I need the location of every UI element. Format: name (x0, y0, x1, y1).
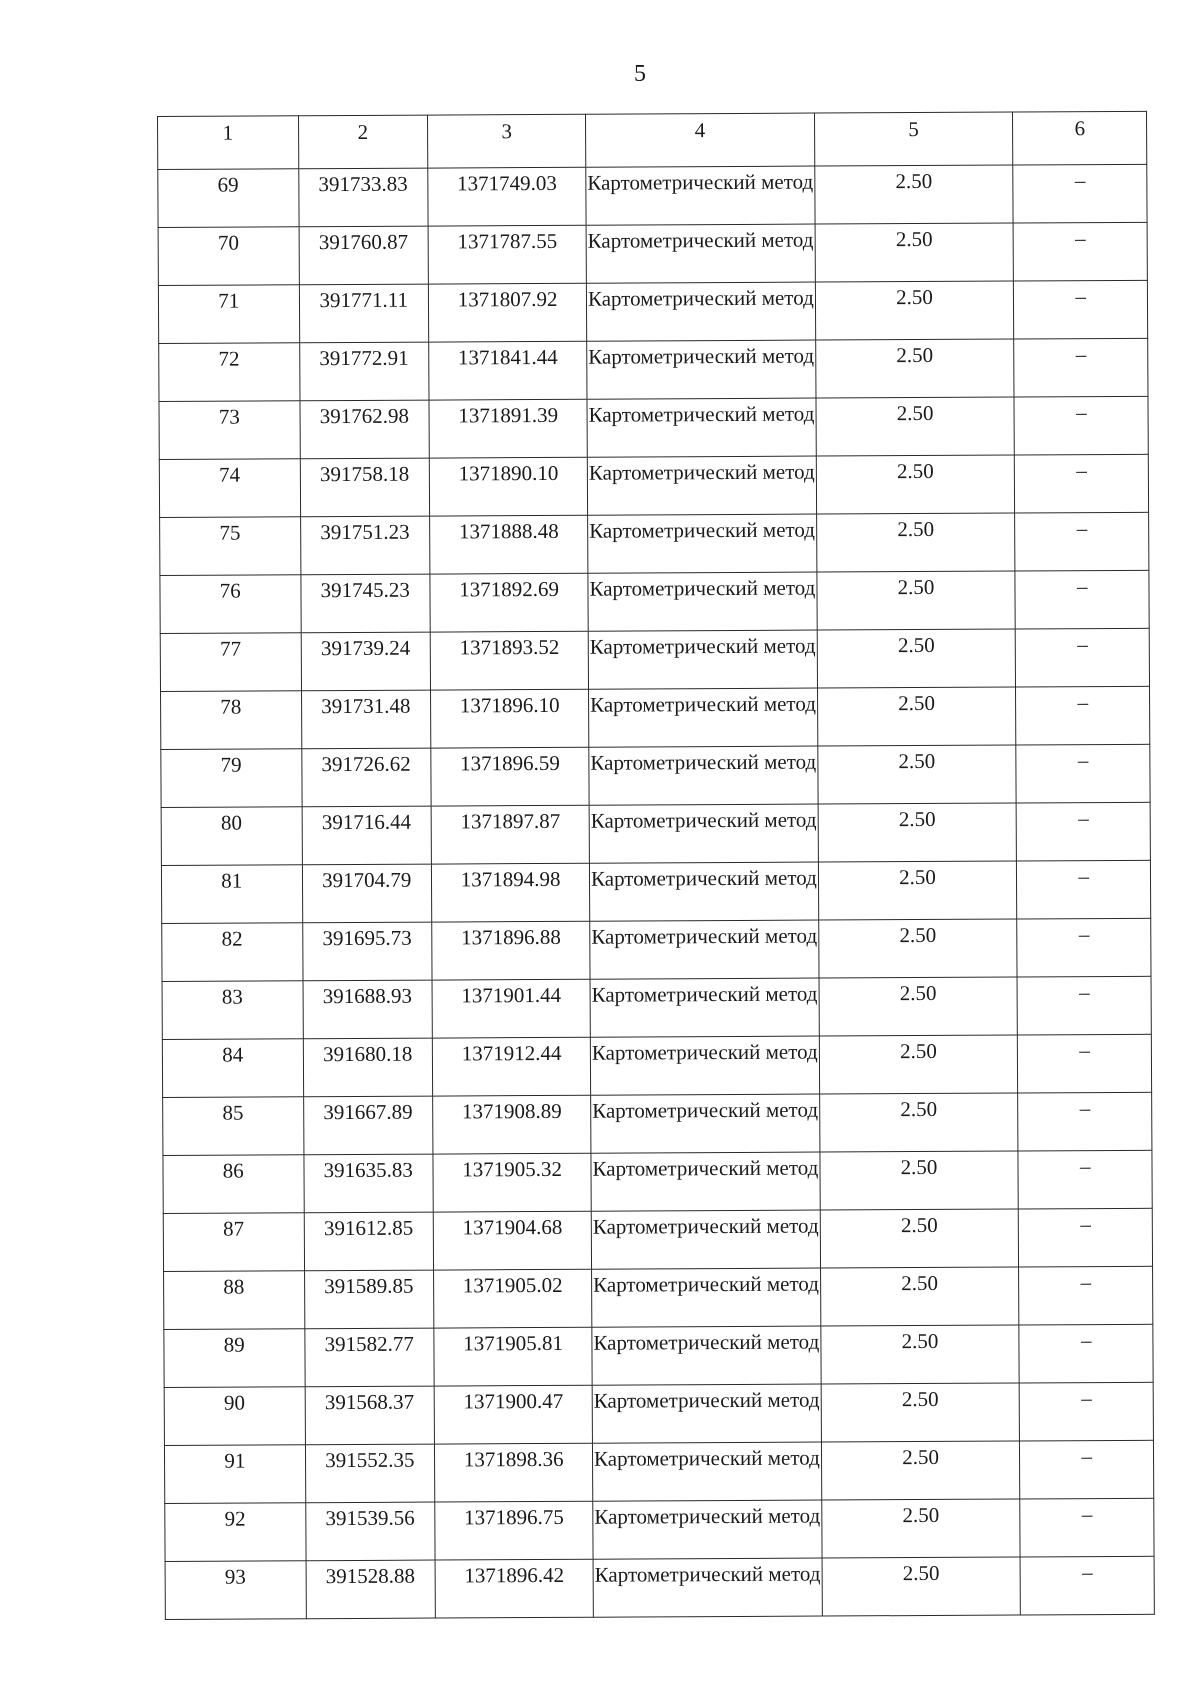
y-coordinate-cell: 1371787.55 (428, 225, 587, 284)
table-row (159, 454, 1148, 517)
y-coordinate-cell: 1371905.02 (434, 1269, 593, 1328)
note-cell: – (1014, 338, 1148, 397)
x-coordinate-cell: 391716.44 (302, 806, 432, 865)
table-row (160, 628, 1149, 691)
y-coordinate-cell: 1371912.44 (432, 1037, 591, 1096)
method-cell: Картометрический метод (593, 1442, 822, 1501)
x-coordinate-cell: 391635.83 (303, 1154, 433, 1213)
note-cell: – (1020, 1440, 1154, 1499)
y-coordinate-cell: 1371900.47 (434, 1385, 593, 1444)
table-row (161, 744, 1150, 807)
x-coordinate-cell: 391772.91 (299, 342, 429, 401)
accuracy-cell: 2.50 (816, 571, 1015, 630)
x-coordinate-cell: 391582.77 (304, 1328, 434, 1387)
x-coordinate-cell: 391726.62 (301, 748, 431, 807)
point-number-cell: 84 (162, 1039, 303, 1098)
accuracy-cell: 2.50 (815, 339, 1014, 398)
column-header-3: 3 (427, 114, 586, 168)
note-cell: – (1016, 628, 1150, 687)
y-coordinate-cell: 1371896.10 (431, 689, 590, 748)
note-cell: – (1017, 802, 1151, 861)
point-number-cell: 82 (162, 923, 303, 982)
method-cell: Картометрический метод (587, 340, 816, 399)
column-header-2: 2 (298, 115, 428, 169)
point-number-cell: 77 (160, 633, 301, 692)
point-number-cell: 78 (161, 691, 302, 750)
accuracy-cell: 2.50 (822, 1557, 1021, 1616)
note-cell: – (1016, 744, 1150, 803)
table-row (158, 280, 1147, 343)
point-number-cell: 90 (164, 1387, 305, 1446)
x-coordinate-cell: 391539.56 (305, 1502, 435, 1561)
table-row (164, 1382, 1153, 1445)
table-row (162, 976, 1151, 1039)
note-cell: – (1018, 1092, 1152, 1151)
y-coordinate-cell: 1371892.69 (430, 573, 589, 632)
x-coordinate-cell: 391704.79 (302, 864, 432, 923)
method-cell: Картометрический метод (592, 1326, 821, 1385)
point-number-cell: 73 (159, 401, 300, 460)
note-cell: – (1018, 1150, 1152, 1209)
point-number-cell: 86 (163, 1155, 304, 1214)
accuracy-cell: 2.50 (819, 977, 1018, 1036)
column-header-6: 6 (1013, 111, 1147, 165)
table-row (165, 1498, 1154, 1561)
method-cell: Картометрический метод (591, 1036, 820, 1095)
accuracy-cell: 2.50 (820, 1325, 1019, 1384)
note-cell: – (1015, 570, 1149, 629)
method-cell: Картометрический метод (588, 572, 817, 631)
y-coordinate-cell: 1371905.32 (433, 1153, 592, 1212)
method-cell: Картометрический метод (586, 224, 815, 283)
note-cell: – (1018, 976, 1152, 1035)
table-row (160, 570, 1149, 633)
method-cell: Картометрический метод (588, 630, 817, 689)
method-cell: Картометрический метод (591, 1094, 820, 1153)
point-number-cell: 70 (158, 227, 299, 286)
x-coordinate-cell: 391695.73 (302, 922, 432, 981)
accuracy-cell: 2.50 (817, 629, 1016, 688)
table-row (165, 1556, 1154, 1619)
method-cell: Картометрический метод (592, 1210, 821, 1269)
point-number-cell: 92 (165, 1503, 306, 1562)
y-coordinate-cell: 1371890.10 (429, 457, 588, 516)
method-cell: Картометрический метод (589, 804, 818, 863)
point-number-cell: 89 (164, 1329, 305, 1388)
y-coordinate-cell: 1371904.68 (433, 1211, 592, 1270)
y-coordinate-cell: 1371896.42 (435, 1559, 594, 1618)
accuracy-cell: 2.50 (815, 223, 1014, 282)
x-coordinate-cell: 391762.98 (299, 400, 429, 459)
note-cell: – (1020, 1498, 1154, 1557)
point-number-cell: 93 (165, 1561, 306, 1620)
table-row (161, 686, 1150, 749)
x-coordinate-cell: 391731.48 (301, 690, 431, 749)
method-cell: Картометрический метод (590, 978, 819, 1037)
x-coordinate-cell: 391612.85 (304, 1212, 434, 1271)
accuracy-cell: 2.50 (818, 919, 1017, 978)
x-coordinate-cell: 391745.23 (300, 574, 430, 633)
point-number-cell: 75 (160, 517, 301, 576)
table-header-row (158, 111, 1147, 169)
accuracy-cell: 2.50 (816, 513, 1015, 572)
y-coordinate-cell: 1371898.36 (434, 1443, 593, 1502)
y-coordinate-cell: 1371897.87 (431, 805, 590, 864)
accuracy-cell: 2.50 (821, 1441, 1020, 1500)
note-cell: – (1019, 1324, 1153, 1383)
accuracy-cell: 2.50 (820, 1267, 1019, 1326)
point-number-cell: 88 (164, 1271, 305, 1330)
column-header-5: 5 (814, 112, 1013, 166)
x-coordinate-cell: 391758.18 (300, 458, 430, 517)
method-cell: Картометрический метод (592, 1384, 821, 1443)
x-coordinate-cell: 391552.35 (305, 1444, 435, 1503)
note-cell: – (1016, 686, 1150, 745)
point-number-cell: 85 (163, 1097, 304, 1156)
note-cell: – (1015, 512, 1149, 571)
table-row (162, 918, 1151, 981)
accuracy-cell: 2.50 (818, 861, 1017, 920)
x-coordinate-cell: 391733.83 (298, 168, 428, 227)
y-coordinate-cell: 1371901.44 (432, 979, 591, 1038)
method-cell: Картометрический метод (593, 1500, 822, 1559)
y-coordinate-cell: 1371749.03 (428, 167, 587, 226)
accuracy-cell: 2.50 (814, 165, 1013, 224)
note-cell: – (1017, 918, 1151, 977)
accuracy-cell: 2.50 (816, 397, 1015, 456)
x-coordinate-cell: 391589.85 (304, 1270, 434, 1329)
method-cell: Картометрический метод (591, 1152, 820, 1211)
column-header-4: 4 (586, 113, 815, 167)
method-cell: Картометрический метод (588, 456, 817, 515)
accuracy-cell: 2.50 (819, 1035, 1018, 1094)
y-coordinate-cell: 1371807.92 (428, 283, 587, 342)
accuracy-cell: 2.50 (817, 687, 1016, 746)
point-number-cell: 80 (161, 807, 302, 866)
method-cell: Картометрический метод (587, 398, 816, 457)
column-header-1: 1 (158, 116, 299, 170)
y-coordinate-cell: 1371894.98 (431, 863, 590, 922)
method-cell: Картометрический метод (589, 746, 818, 805)
accuracy-cell: 2.50 (815, 281, 1014, 340)
note-cell: – (1018, 1034, 1152, 1093)
note-cell: – (1015, 454, 1149, 513)
point-number-cell: 69 (158, 169, 299, 228)
note-cell: – (1021, 1556, 1155, 1615)
method-cell: Картометрический метод (590, 862, 819, 921)
method-cell: Картометрический метод (588, 514, 817, 573)
table-row (164, 1324, 1153, 1387)
x-coordinate-cell: 391751.23 (300, 516, 430, 575)
method-cell: Картометрический метод (592, 1268, 821, 1327)
table-row (160, 512, 1149, 575)
y-coordinate-cell: 1371896.75 (435, 1501, 594, 1560)
y-coordinate-cell: 1371905.81 (434, 1327, 593, 1386)
y-coordinate-cell: 1371891.39 (429, 399, 588, 458)
accuracy-cell: 2.50 (821, 1499, 1020, 1558)
note-cell: – (1017, 860, 1151, 919)
method-cell: Картометрический метод (589, 688, 818, 747)
x-coordinate-cell: 391771.11 (299, 284, 429, 343)
point-number-cell: 79 (161, 749, 302, 808)
table-row (161, 802, 1150, 865)
point-number-cell: 91 (164, 1445, 305, 1504)
note-cell: – (1014, 396, 1148, 455)
x-coordinate-cell: 391667.89 (303, 1096, 433, 1155)
method-cell: Картометрический метод (587, 282, 816, 341)
x-coordinate-cell: 391568.37 (305, 1386, 435, 1445)
method-cell: Картометрический метод (590, 920, 819, 979)
table-row (163, 1092, 1152, 1155)
method-cell: Картометрический метод (586, 166, 815, 225)
accuracy-cell: 2.50 (819, 1151, 1018, 1210)
point-number-cell: 81 (161, 865, 302, 924)
accuracy-cell: 2.50 (817, 745, 1016, 804)
table-row (164, 1440, 1153, 1503)
x-coordinate-cell: 391739.24 (301, 632, 431, 691)
x-coordinate-cell: 391688.93 (303, 980, 433, 1039)
note-cell: – (1019, 1208, 1153, 1267)
point-number-cell: 71 (158, 285, 299, 344)
x-coordinate-cell: 391760.87 (299, 226, 429, 285)
y-coordinate-cell: 1371893.52 (430, 631, 589, 690)
y-coordinate-cell: 1371896.88 (432, 921, 591, 980)
x-coordinate-cell: 391528.88 (306, 1560, 436, 1619)
table-row (159, 396, 1148, 459)
page-number: 5 (634, 61, 646, 87)
table-row (163, 1208, 1152, 1271)
y-coordinate-cell: 1371896.59 (431, 747, 590, 806)
accuracy-cell: 2.50 (820, 1209, 1019, 1268)
note-cell: – (1019, 1266, 1153, 1325)
point-number-cell: 83 (162, 981, 303, 1040)
table-row (158, 222, 1147, 285)
method-cell: Картометрический метод (593, 1558, 822, 1617)
y-coordinate-cell: 1371841.44 (429, 341, 588, 400)
y-coordinate-cell: 1371908.89 (433, 1095, 592, 1154)
point-number-cell: 74 (159, 459, 300, 518)
point-number-cell: 72 (159, 343, 300, 402)
table-row (161, 860, 1150, 923)
note-cell: – (1014, 280, 1148, 339)
accuracy-cell: 2.50 (819, 1093, 1018, 1152)
table-row (159, 338, 1148, 401)
table-row (164, 1266, 1153, 1329)
accuracy-cell: 2.50 (821, 1383, 1020, 1442)
accuracy-cell: 2.50 (816, 455, 1015, 514)
table-row (162, 1034, 1151, 1097)
note-cell: – (1014, 222, 1148, 281)
table-row (158, 164, 1147, 227)
point-number-cell: 87 (163, 1213, 304, 1272)
note-cell: – (1020, 1382, 1154, 1441)
y-coordinate-cell: 1371888.48 (430, 515, 589, 574)
note-cell: – (1013, 164, 1147, 223)
x-coordinate-cell: 391680.18 (303, 1038, 433, 1097)
point-number-cell: 76 (160, 575, 301, 634)
coordinates-table (157, 111, 1155, 1620)
table-row (163, 1150, 1152, 1213)
table-body (158, 164, 1155, 1619)
accuracy-cell: 2.50 (818, 803, 1017, 862)
